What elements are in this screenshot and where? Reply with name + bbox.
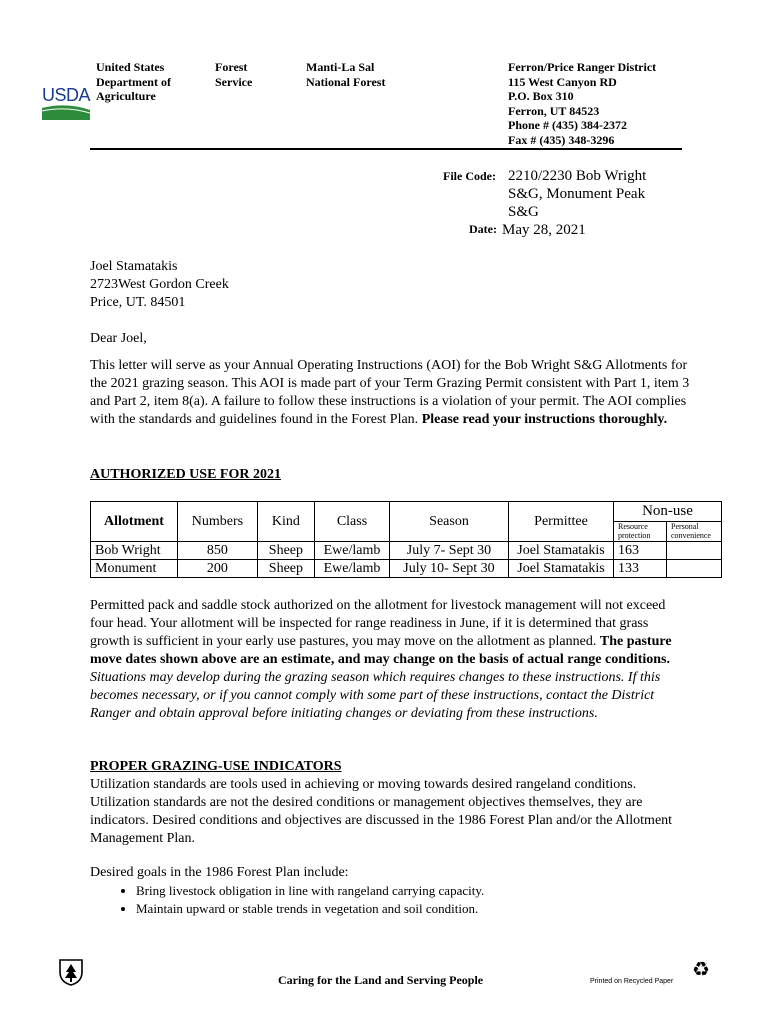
usda-logo-text: USDA bbox=[42, 85, 91, 105]
col-header-season: Season bbox=[390, 502, 509, 542]
cell-season: July 7- Sept 30 bbox=[390, 542, 509, 560]
cell-kind: Sheep bbox=[257, 560, 314, 578]
authorized-use-heading: AUTHORIZED USE FOR 2021 bbox=[90, 467, 281, 482]
grazing-indicators-heading: PROPER GRAZING-USE INDICATORS bbox=[90, 759, 342, 774]
forest-service-shield-icon bbox=[58, 958, 84, 991]
usda-logo-field-icon bbox=[42, 104, 90, 120]
forest-block bbox=[306, 60, 385, 89]
col-header-personal-convenience: Personal convenience bbox=[667, 522, 722, 542]
cell-personal-convenience bbox=[667, 542, 722, 560]
authorized-use-table bbox=[90, 501, 722, 578]
forest-line: Manti-La Sal bbox=[306, 60, 375, 74]
cell-personal-convenience bbox=[667, 560, 722, 578]
recycled-paper-note: Printed on Recycled Paper bbox=[590, 978, 674, 985]
col-header-numbers: Numbers bbox=[178, 502, 258, 542]
col-header-resource-protection: Resource protection bbox=[614, 522, 667, 542]
district-line: 115 West Canyon RD bbox=[508, 74, 617, 89]
file-code-label: File Code: bbox=[443, 169, 496, 183]
address-line: Joel Stamatakis bbox=[90, 259, 178, 274]
recipient-address bbox=[90, 258, 690, 312]
cell-allotment: Bob Wright bbox=[91, 542, 178, 560]
district-line: Ferron/Price Ranger District bbox=[508, 60, 657, 74]
cell-permittee: Joel Stamatakis bbox=[509, 560, 614, 578]
district-line: P.O. Box 310 bbox=[508, 89, 574, 104]
forest-line: National Forest bbox=[306, 74, 386, 89]
stock-italic-note: Situations may develop during the grazing season which requires changes to these instructions. If this becomes necessary, or if you cannot comply with some part of these instructions, contact the District Ranger and obtain approval before initiating changes or deviating from these instructions. bbox=[90, 670, 661, 721]
indicators-paragraph: Utilization standards are tools used in achieving or moving towards desired rangeland conditions. Utilization standards are not the desired conditions or management objectives themselves, they are indicators. Desired conditions and objectives are discussed in the 1986 Forest Plan and/or the Allotment Management Plan. bbox=[90, 777, 673, 846]
col-header-kind: Kind bbox=[257, 502, 314, 542]
cell-numbers: 200 bbox=[178, 560, 258, 578]
salutation: Dear Joel, bbox=[90, 331, 147, 346]
col-header-nonuse: Non-use bbox=[614, 502, 722, 522]
department-block bbox=[96, 60, 171, 104]
usda-logo bbox=[42, 86, 90, 122]
recycle-icon: ♻ bbox=[692, 959, 710, 981]
cell-permittee: Joel Stamatakis bbox=[509, 542, 614, 560]
stock-paragraph bbox=[90, 597, 690, 723]
table-row bbox=[91, 560, 722, 578]
stock-text: Permitted pack and saddle stock authorized on the allotment for livestock management will not exceed four head. Your allotment will be inspected for range readiness in June, if it is determined that grass growth is sufficient in your early use pastures, you may move on the allotment as planned. bbox=[90, 598, 666, 649]
district-line: Ferron, UT 84523 bbox=[508, 103, 600, 118]
cell-resource-protection: 133 bbox=[614, 560, 667, 578]
service-line: Service bbox=[215, 74, 253, 89]
department-line: United States bbox=[96, 60, 165, 74]
service-block bbox=[215, 60, 252, 89]
intro-emphasis: Please read your instructions thoroughly. bbox=[421, 412, 668, 427]
department-line: Department of bbox=[96, 74, 171, 89]
stock-emphasis: The pasture move dates shown above are an estimate, and may change on the basis of actual range conditions. bbox=[90, 634, 672, 667]
file-code-line: S&G, Monument Peak bbox=[508, 186, 646, 202]
cell-allotment: Monument bbox=[91, 560, 178, 578]
footer-motto: Caring for the Land and Serving People bbox=[278, 973, 484, 987]
file-code-line: 2210/2230 Bob Wright bbox=[508, 168, 647, 184]
file-code-line: S&G bbox=[508, 204, 539, 220]
file-code-value bbox=[508, 167, 646, 221]
district-line: Phone # (435) 384-2372 bbox=[508, 118, 627, 133]
col-header-permittee: Permittee bbox=[509, 502, 614, 542]
header-divider bbox=[90, 148, 682, 150]
col-header-class: Class bbox=[315, 502, 390, 542]
list-item: • Bring livestock obligation in line with rangeland carrying capacity. bbox=[136, 882, 484, 900]
col-header-allotment: Allotment bbox=[91, 502, 178, 542]
cell-class: Ewe/lamb bbox=[315, 542, 390, 560]
service-line: Forest bbox=[215, 60, 248, 74]
district-address-block bbox=[508, 60, 656, 148]
cell-season: July 10- Sept 30 bbox=[390, 560, 509, 578]
date-label: Date: bbox=[469, 222, 497, 236]
cell-class: Ewe/lamb bbox=[315, 560, 390, 578]
district-line: Fax # (435) 348-3296 bbox=[508, 132, 615, 147]
goals-list bbox=[90, 882, 484, 918]
cell-numbers: 850 bbox=[178, 542, 258, 560]
address-line: Price, UT. 84501 bbox=[90, 295, 186, 310]
cell-resource-protection: 163 bbox=[614, 542, 667, 560]
department-line: Agriculture bbox=[96, 89, 156, 104]
cell-kind: Sheep bbox=[257, 542, 314, 560]
intro-paragraph bbox=[90, 357, 690, 429]
date-value: May 28, 2021 bbox=[502, 222, 586, 238]
list-item: • Maintain upward or stable trends in vegetation and soil condition. bbox=[136, 900, 484, 918]
intro-text: This letter will serve as your Annual Operating Instructions (AOI) for the Bob Wright S&G Allotments for the 2021 grazing season. This AOI is made part of your Term Grazing Permit consistent with Part 1, item 3 and Part 2, item 8(a). A failure to follow these instructions is a violation of your permit. The AOI complies with the standards and guidelines found in the Forest Plan. bbox=[90, 358, 690, 427]
address-line: 2723West Gordon Creek bbox=[90, 277, 229, 292]
table-row bbox=[91, 542, 722, 560]
goals-intro: Desired goals in the 1986 Forest Plan include: bbox=[90, 865, 349, 880]
